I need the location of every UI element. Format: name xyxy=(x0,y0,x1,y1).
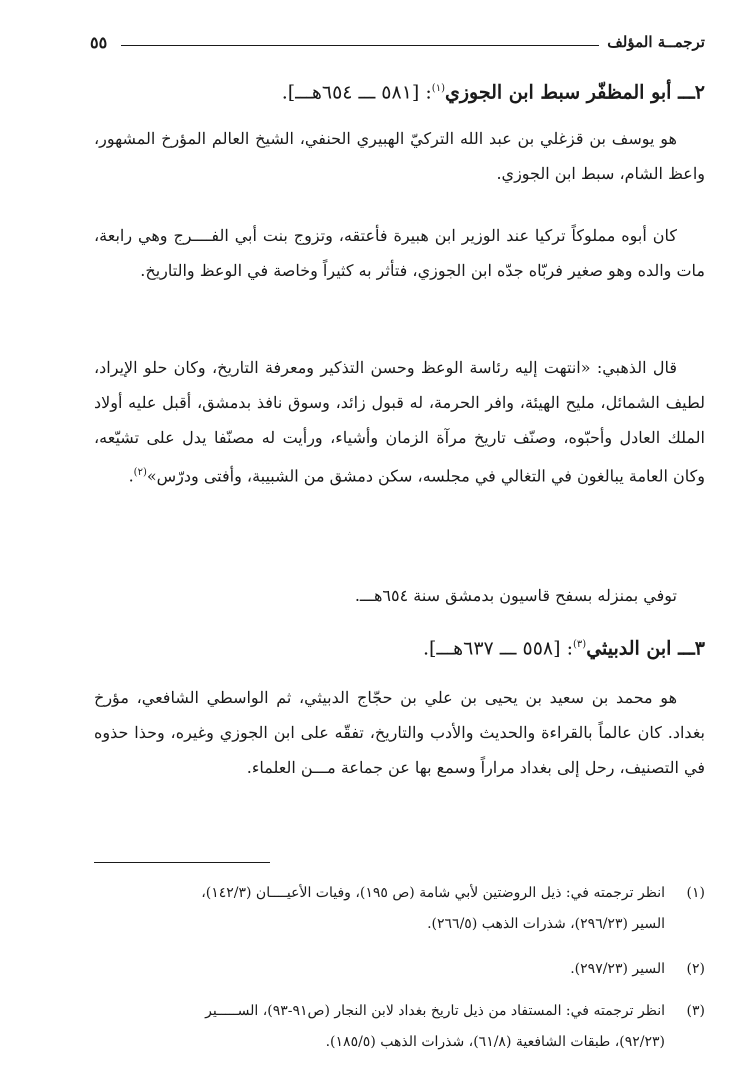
entry-heading-sibt xyxy=(94,74,705,107)
paragraph: هو محمد بن سعيد بن يحيى بن علي بن حجّاج الدبيثي، ثم الواسطي الشافعي، مؤرخ بغداد. كان عالماً بالقراءة والحديث والأدب والتاريخ، تفقّه على ابن الجوزي وغيره، وحذا حذوه في التصنيف، رحل إلى بغداد مراراً وسمع بها عن جماعة مـــن العلماء. xyxy=(94,688,705,777)
footnote-1 xyxy=(94,878,705,940)
entry-heading-name: ٢ـــ أبو المظفّر سبط ابن الجوزي xyxy=(444,81,705,104)
footnote-line: السير (٢٩٧/٢٣). xyxy=(570,961,665,977)
header-rule xyxy=(121,45,599,46)
entry-heading-dubaythi xyxy=(94,630,705,663)
footnote-3 xyxy=(94,996,705,1058)
footnote-marker: (١) xyxy=(431,83,445,94)
footnote-marker: (٢) xyxy=(133,467,147,478)
footnote-number: (١) xyxy=(686,885,705,901)
running-header xyxy=(90,30,705,54)
footnote-line: السير (٢٩٦/٢٣)، شذرات الذهب (٢٦٦/٥). xyxy=(427,916,665,932)
footnote-line: انظر ترجمته في: ذيل الروضتين لأبي شامة (ص ١٩٥)، وفيات الأعيــــان (١٤٢/٣)، xyxy=(201,885,665,901)
entry-heading-dates: : [٥٨١ ـــ ٦٥٤هـــ]. xyxy=(281,81,432,104)
page-number: ٥٥ xyxy=(90,32,108,52)
paragraph-quote xyxy=(94,350,705,493)
footnote-number: (٣) xyxy=(686,1003,705,1019)
paragraph: توفي بمنزله بسفح قاسيون بدمشق سنة ٦٥٤هـــ. xyxy=(354,586,677,605)
footnote-number: (٢) xyxy=(686,961,705,977)
footnote-separator xyxy=(94,862,270,863)
running-title: ترجمــة المؤلف xyxy=(607,33,705,51)
quote-end: . xyxy=(128,466,134,486)
entry-heading-name: ٣ـــ ابن الدبيثي xyxy=(586,637,705,660)
footnote-line: انظر ترجمته في: المستفاد من ذيل تاريخ بغداد لابن النجار (ص٩١-٩٣)، الســـــير xyxy=(205,1003,665,1019)
paragraph: كان أبوه مملوكاً تركيا عند الوزير ابن هبيرة فأعتقه، وتزوج بنت أبي الفــــرج وهي رابعة، مات والده وهو صغير فربّاه جدّه ابن الجوزي، فتأثر به كثيراً وخاصة في الوعظ والتاريخ. xyxy=(94,226,705,280)
footnote-line: (٩٢/٢٣)، طبقات الشافعية (٦١/٨)، شذرات الذهب (١٨٥/٥). xyxy=(325,1034,665,1050)
paragraph: هو يوسف بن قزغلي بن عبد الله التركيّ الهبيري الحنفي، الشيخ العالم المؤرخ المشهور، واعظ الشام، سبط ابن الجوزي. xyxy=(94,129,705,183)
footnote-marker: (٣) xyxy=(573,639,587,650)
footnote-2 xyxy=(94,954,705,985)
quote-text: قال الذهبي: «انتهت إليه رئاسة الوعظ وحسن التذكير ومعرفة التاريخ، وكان حلو الإيراد، لطيف الشمائل، مليح الهيئة، وافر الحرمة، له قبول زائد، وسوق نافذ بدمشق، أقبل عليه أولاد الملك العادل وأحبّوه، وصنّف تاريخ مرآة الزمان وأشياء، ورأيت له مصنّفا يدل على تشيّعه، وكان العامة يبالغون في التغالي في مجلسه، سكن دمشق من الشبيبة، وأفتى ودرّس» xyxy=(94,358,705,486)
entry-heading-dates: : [٥٥٨ ـــ ٦٣٧هـــ]. xyxy=(422,637,573,660)
